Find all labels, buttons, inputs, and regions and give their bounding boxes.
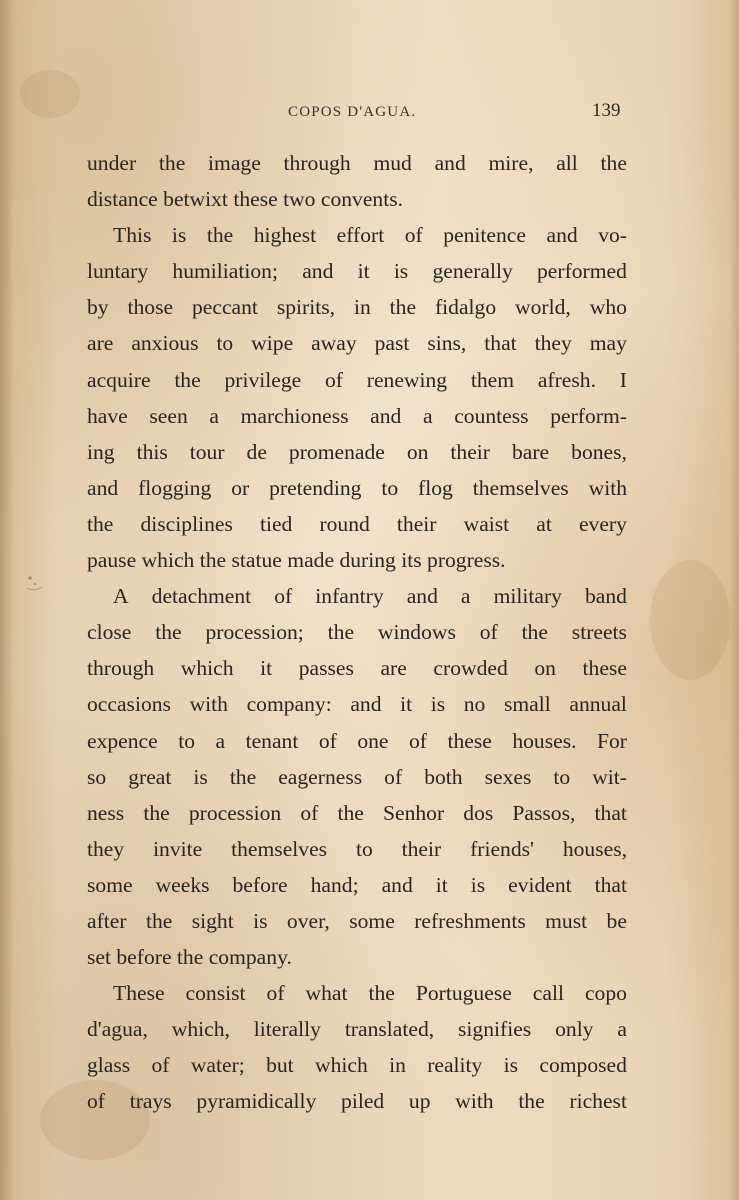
text-line: have seen a marchioness and a countess perform- bbox=[87, 403, 627, 428]
running-head: COPOS D'AGUA. bbox=[288, 104, 417, 120]
text-line: under the image through mud and mire, all the bbox=[87, 151, 627, 175]
text-line: some weeks before hand; and it is evident that bbox=[87, 872, 627, 897]
text-line: through which it passes are crowded on these bbox=[87, 656, 627, 681]
spine-shadow bbox=[0, 0, 14, 1200]
text-line: set before the company. bbox=[87, 945, 292, 970]
text-line: occasions with company: and it is no small annual bbox=[87, 692, 627, 717]
text-line: expence to a tenant of one of these houses. For bbox=[87, 728, 627, 753]
text-line: distance betwixt these two convents. bbox=[87, 187, 404, 212]
text-line: close the procession; the windows of the streets bbox=[87, 620, 627, 645]
text-line: pause which the statue made during its progress. bbox=[87, 548, 506, 573]
page-number: 139 bbox=[592, 100, 621, 121]
text-line: ness the procession of the Senhor dos Passos, that bbox=[87, 800, 627, 825]
text-line: luntary humiliation; and it is generally performed bbox=[87, 259, 627, 284]
text-line: ing this tour de promenade on their bare bones, bbox=[87, 439, 627, 464]
page-header bbox=[0, 100, 739, 128]
text-line: the disciplines tied round their waist at every bbox=[87, 511, 627, 536]
text-line: d'agua, which, literally translated, signifies only a bbox=[87, 1017, 627, 1042]
text-line: of trays pyramidically piled up with the richest bbox=[87, 1089, 627, 1114]
text-line: are anxious to wipe away past sins, that they may bbox=[87, 331, 627, 356]
text-line: so great is the eagerness of both sexes to wit- bbox=[87, 764, 627, 789]
body-text bbox=[87, 145, 627, 1120]
text-line: and flogging or pretending to flog themselves with bbox=[87, 475, 627, 500]
paper-stain bbox=[650, 560, 730, 680]
text-line: These consist of what the Portuguese call copo bbox=[113, 981, 627, 1006]
text-line: they invite themselves to their friends' houses, bbox=[87, 836, 627, 861]
text-line: glass of water; but which in reality is composed bbox=[87, 1053, 627, 1078]
text-line: A detachment of infantry and a military band bbox=[113, 584, 627, 609]
page-edge-shadow bbox=[729, 0, 739, 1200]
text-line: This is the highest effort of penitence and vo- bbox=[113, 223, 627, 248]
text-line: by those peccant spirits, in the fidalgo world, who bbox=[87, 295, 627, 320]
text-line: acquire the privilege of renewing them afresh. I bbox=[87, 367, 627, 392]
text-line: after the sight is over, some refreshments must be bbox=[87, 908, 627, 933]
margin-smudge-mark bbox=[24, 570, 46, 596]
